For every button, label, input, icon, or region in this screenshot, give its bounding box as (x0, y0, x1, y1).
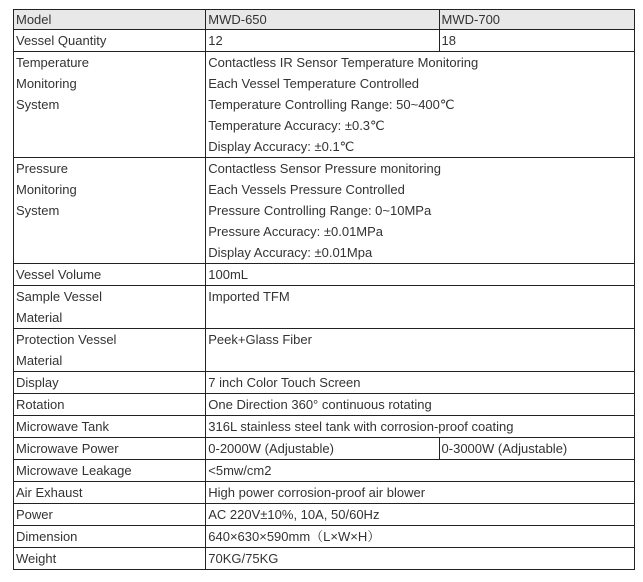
row-label: Display (14, 372, 206, 394)
row-label: Power (14, 504, 206, 526)
row-value (206, 52, 635, 158)
row-label: Vessel Quantity (14, 30, 206, 52)
value-line: Contactless IR Sensor Temperature Monitoring (208, 55, 479, 70)
value-mwd-650: 12 (206, 30, 439, 52)
row-microwave-power (14, 438, 635, 460)
row-label: Microwave Power (14, 438, 206, 460)
row-temperature-monitoring (14, 52, 635, 158)
label-line: Protection Vessel (16, 332, 117, 347)
row-display (14, 372, 635, 394)
row-value: High power corrosion-proof air blower (206, 482, 635, 504)
value-line: Temperature Controlling Range: 50~400℃ (208, 97, 455, 112)
row-value: <5mw/cm2 (206, 460, 635, 482)
row-label (14, 52, 206, 158)
header-mwd-700: MWD-700 (439, 10, 634, 30)
label-line: Sample Vessel (16, 289, 102, 304)
row-microwave-leakage (14, 460, 635, 482)
value-mwd-700: 18 (439, 30, 634, 52)
row-protection-vessel-material (14, 329, 635, 372)
value-line: Temperature Accuracy: ±0.3℃ (208, 118, 385, 133)
value-line: Pressure Accuracy: ±0.01MPa (208, 224, 384, 239)
label-line: System (16, 203, 60, 218)
header-model: Model (14, 10, 206, 30)
row-label: Rotation (14, 394, 206, 416)
row-air-exhaust (14, 482, 635, 504)
row-label (14, 158, 206, 264)
row-value: 7 inch Color Touch Screen (206, 372, 635, 394)
row-weight (14, 548, 635, 570)
value-mwd-700: 0-3000W (Adjustable) (439, 438, 634, 460)
label-line: Pressure (16, 161, 69, 176)
row-value: 70KG/75KG (206, 548, 635, 570)
value-line: Display Accuracy: ±0.01Mpa (208, 245, 373, 260)
value-line: Pressure Controlling Range: 0~10MPa (208, 203, 432, 218)
value-line: Display Accuracy: ±0.1℃ (208, 139, 355, 154)
label-line: Material (16, 310, 63, 325)
row-value: 100mL (206, 264, 635, 286)
row-pressure-monitoring (14, 158, 635, 264)
header-mwd-650: MWD-650 (206, 10, 439, 30)
row-value: 316L stainless steel tank with corrosion-proof coating (206, 416, 635, 438)
row-label: Weight (14, 548, 206, 570)
label-line: Monitoring (16, 76, 77, 91)
row-label: Dimension (14, 526, 206, 548)
row-label (14, 329, 206, 372)
row-value: 640×630×590mm（L×W×H） (206, 526, 635, 548)
row-label (14, 286, 206, 329)
row-value (206, 158, 635, 264)
row-power (14, 504, 635, 526)
row-sample-vessel-material (14, 286, 635, 329)
value-mwd-650: 0-2000W (Adjustable) (206, 438, 439, 460)
label-line: Material (16, 353, 63, 368)
row-value: One Direction 360° continuous rotating (206, 394, 635, 416)
spec-table (13, 9, 635, 570)
table-header-row (14, 10, 635, 30)
value-line: Each Vessel Temperature Controlled (208, 76, 420, 91)
value-line: Each Vessels Pressure Controlled (208, 182, 405, 197)
row-vessel-quantity (14, 30, 635, 52)
row-label: Vessel Volume (14, 264, 206, 286)
row-value: Peek+Glass Fiber (206, 329, 635, 372)
row-value: Imported TFM (206, 286, 635, 329)
row-vessel-volume (14, 264, 635, 286)
label-line: Temperature (16, 55, 89, 70)
row-label: Air Exhaust (14, 482, 206, 504)
row-value: AC 220V±10%, 10A, 50/60Hz (206, 504, 635, 526)
label-line: Monitoring (16, 182, 77, 197)
value-line: Contactless Sensor Pressure monitoring (208, 161, 441, 176)
row-microwave-tank (14, 416, 635, 438)
row-label: Microwave Leakage (14, 460, 206, 482)
label-line: System (16, 97, 60, 112)
row-rotation (14, 394, 635, 416)
row-dimension (14, 526, 635, 548)
row-label: Microwave Tank (14, 416, 206, 438)
